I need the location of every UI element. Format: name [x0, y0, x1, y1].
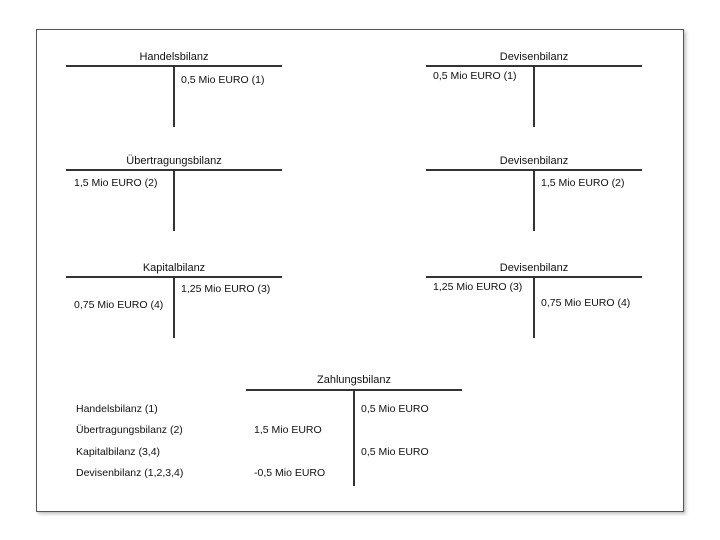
account-entry-left: 0,75 Mio EURO (4)	[74, 299, 164, 311]
account-title: Übertragungsbilanz	[126, 155, 222, 167]
t-account-handelsbilanz	[66, 51, 282, 127]
zahlungsbilanz-row-left: 1,5 Mio EURO	[254, 424, 322, 436]
t-account-devisenbilanz-2	[426, 155, 642, 231]
zahlungsbilanz-title: Zahlungsbilanz	[317, 374, 391, 386]
account-entry-left: 1,5 Mio EURO (2)	[74, 177, 158, 189]
account-entry-left: 1,25 Mio EURO (3)	[433, 281, 523, 293]
account-entry-left: 0,5 Mio EURO (1)	[433, 70, 517, 82]
zahlungsbilanz-row-label: Handelsbilanz (1)	[76, 403, 158, 415]
t-account-uebertragungsbilanz	[66, 155, 282, 231]
zahlungsbilanz-row-label: Devisenbilanz (1,2,3,4)	[76, 467, 184, 479]
account-entry-right: 0,75 Mio EURO (4)	[541, 297, 631, 309]
account-title: Handelsbilanz	[139, 51, 209, 63]
account-entry-right: 1,25 Mio EURO (3)	[181, 283, 271, 295]
account-divider	[173, 276, 175, 338]
zahlungsbilanz-row-right: 0,5 Mio EURO	[361, 403, 429, 415]
account-title: Devisenbilanz	[499, 262, 569, 274]
account-title: Devisenbilanz	[499, 51, 569, 63]
account-divider	[173, 169, 175, 231]
account-entry-right: 1,5 Mio EURO (2)	[541, 177, 625, 189]
account-title: Devisenbilanz	[499, 155, 569, 167]
account-divider	[533, 276, 535, 338]
zahlungsbilanz-row-label: Kapitalbilanz (3,4)	[76, 446, 161, 458]
t-account-devisenbilanz-1	[426, 51, 642, 127]
zahlungsbilanz-row-right: 0,5 Mio EURO	[361, 446, 429, 458]
account-title: Kapitalbilanz	[142, 262, 206, 274]
account-entry-right: 0,5 Mio EURO (1)	[181, 74, 265, 86]
zahlungsbilanz-row-left: -0,5 Mio EURO	[254, 467, 326, 479]
zahlungsbilanz-row-label: Übertragungsbilanz (2)	[76, 424, 183, 436]
account-divider	[533, 65, 535, 127]
account-divider	[353, 389, 355, 486]
account-divider	[533, 169, 535, 231]
account-divider	[173, 65, 175, 127]
